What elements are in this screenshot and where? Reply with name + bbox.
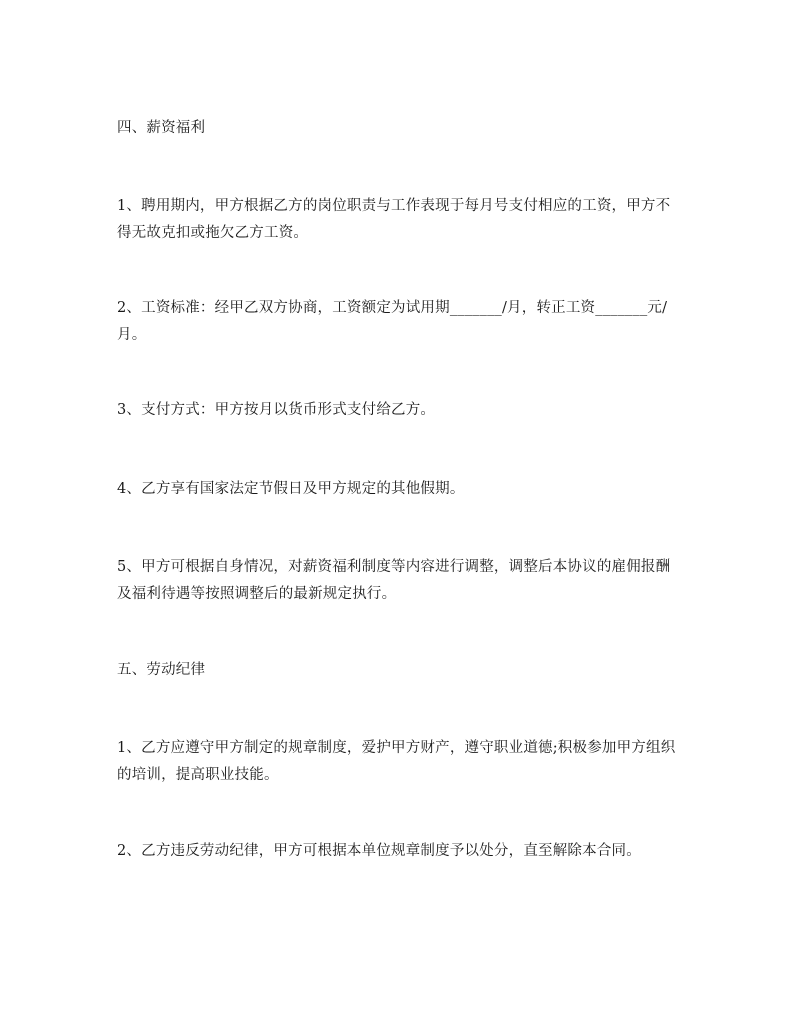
clause-4-1: 1、聘用期内，甲方根据乙方的岗位职责与工作表现于每月号支付相应的工资，甲方不得无故克扣或拖欠乙方工资。 bbox=[117, 198, 671, 241]
clause-4-4: 4、乙方享有国家法定节假日及甲方规定的其他假期。 bbox=[117, 481, 465, 497]
clause-5-1: 1、乙方应遵守甲方制定的规章制度，爱护甲方财产，遵守职业道德;积极参加甲方组织的培训，提高职业技能。 bbox=[117, 740, 676, 783]
clause-4-3: 3、支付方式：甲方按月以货币形式支付给乙方。 bbox=[117, 402, 436, 418]
section-heading-salary-benefits: 四、薪资福利 bbox=[117, 120, 206, 136]
clause-4-2: 2、工资标准：经甲乙双方协商，工资额定为试用期_______/月，转正工资_______元/月。 bbox=[117, 300, 668, 343]
clause-4-5: 5、甲方可根据自身情况，对薪资福利制度等内容进行调整，调整后本协议的雇佣报酬及福利待遇等按照调整后的最新规定执行。 bbox=[117, 559, 671, 602]
clause-5-2: 2、乙方违反劳动纪律，甲方可根据本单位规章制度予以处分，直至解除本合同。 bbox=[117, 843, 641, 859]
section-heading-labor-discipline: 五、劳动纪律 bbox=[117, 662, 206, 678]
